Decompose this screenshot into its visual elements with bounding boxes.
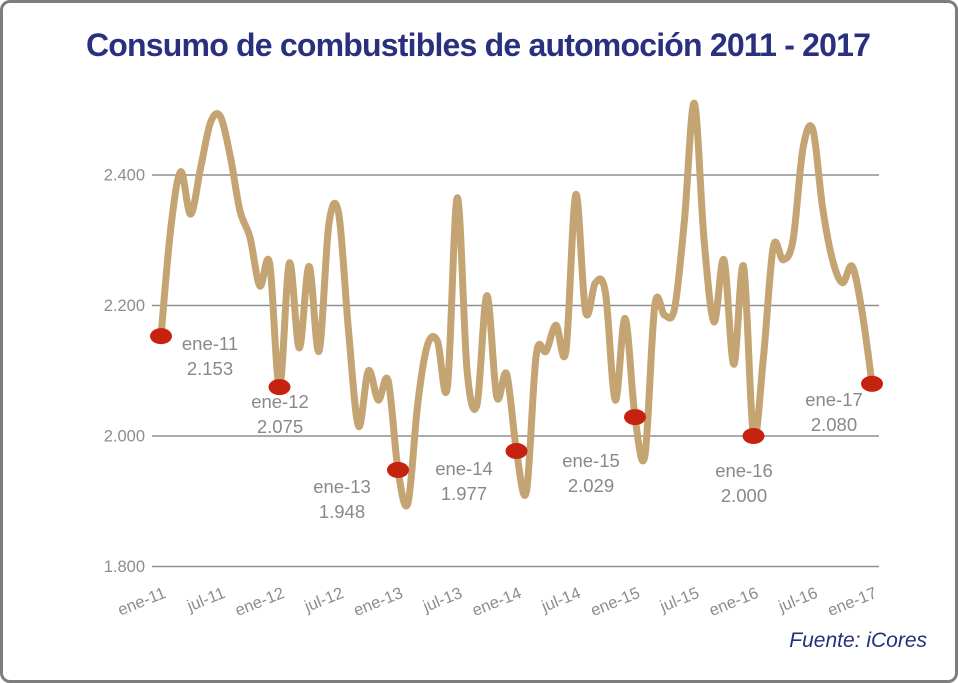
y-tick-label: 2.200 bbox=[103, 297, 145, 315]
annotation-month: ene-12 bbox=[251, 391, 309, 412]
y-tick-label: 1.800 bbox=[103, 558, 145, 576]
annotation-month: ene-17 bbox=[805, 389, 863, 410]
y-tick-label: 2.400 bbox=[103, 166, 145, 185]
january-marker bbox=[387, 462, 409, 478]
x-tick-label: ene-15 bbox=[588, 584, 643, 620]
x-tick-label: jul-16 bbox=[776, 584, 821, 616]
x-tick-label: jul-13 bbox=[420, 584, 465, 616]
annotation-value: 2.029 bbox=[567, 475, 615, 496]
january-marker bbox=[743, 428, 765, 444]
january-marker bbox=[150, 328, 172, 344]
annotation-value: 1.977 bbox=[440, 483, 488, 504]
y-tick-label: 2.000 bbox=[103, 427, 145, 446]
january-marker bbox=[506, 443, 528, 459]
x-tick-label: ene-13 bbox=[351, 584, 406, 620]
x-tick-label: ene-12 bbox=[232, 584, 287, 620]
fuel-consumption-line-chart bbox=[3, 3, 958, 683]
annotation-month: ene-16 bbox=[715, 460, 773, 481]
annotation-month: ene-11 bbox=[181, 333, 239, 354]
annotation-value: 2.000 bbox=[720, 485, 768, 506]
january-marker bbox=[624, 409, 646, 425]
annotation-value: 2.153 bbox=[186, 358, 234, 379]
x-tick-label: ene-16 bbox=[706, 584, 761, 620]
annotation-month: ene-14 bbox=[435, 458, 493, 479]
x-tick-label: ene-17 bbox=[825, 584, 880, 620]
annotation-month: ene-13 bbox=[313, 476, 371, 497]
x-tick-label: ene-11 bbox=[115, 584, 169, 620]
x-tick-label: ene-14 bbox=[469, 584, 524, 620]
x-tick-label: jul-15 bbox=[657, 584, 702, 616]
x-tick-label: jul-14 bbox=[539, 584, 584, 616]
source-credit: Fuente: iCores bbox=[789, 629, 927, 652]
annotation-value: 1.948 bbox=[318, 501, 366, 522]
january-marker bbox=[861, 376, 883, 392]
annotation-value: 2.080 bbox=[810, 414, 858, 435]
annotation-month: ene-15 bbox=[562, 450, 620, 471]
annotation-value: 2.075 bbox=[256, 416, 304, 437]
x-tick-label: jul-12 bbox=[302, 584, 347, 616]
chart-title: Consumo de combustibles de automoción 2011 - 2017 bbox=[86, 27, 871, 63]
x-tick-label: jul-11 bbox=[184, 584, 228, 616]
